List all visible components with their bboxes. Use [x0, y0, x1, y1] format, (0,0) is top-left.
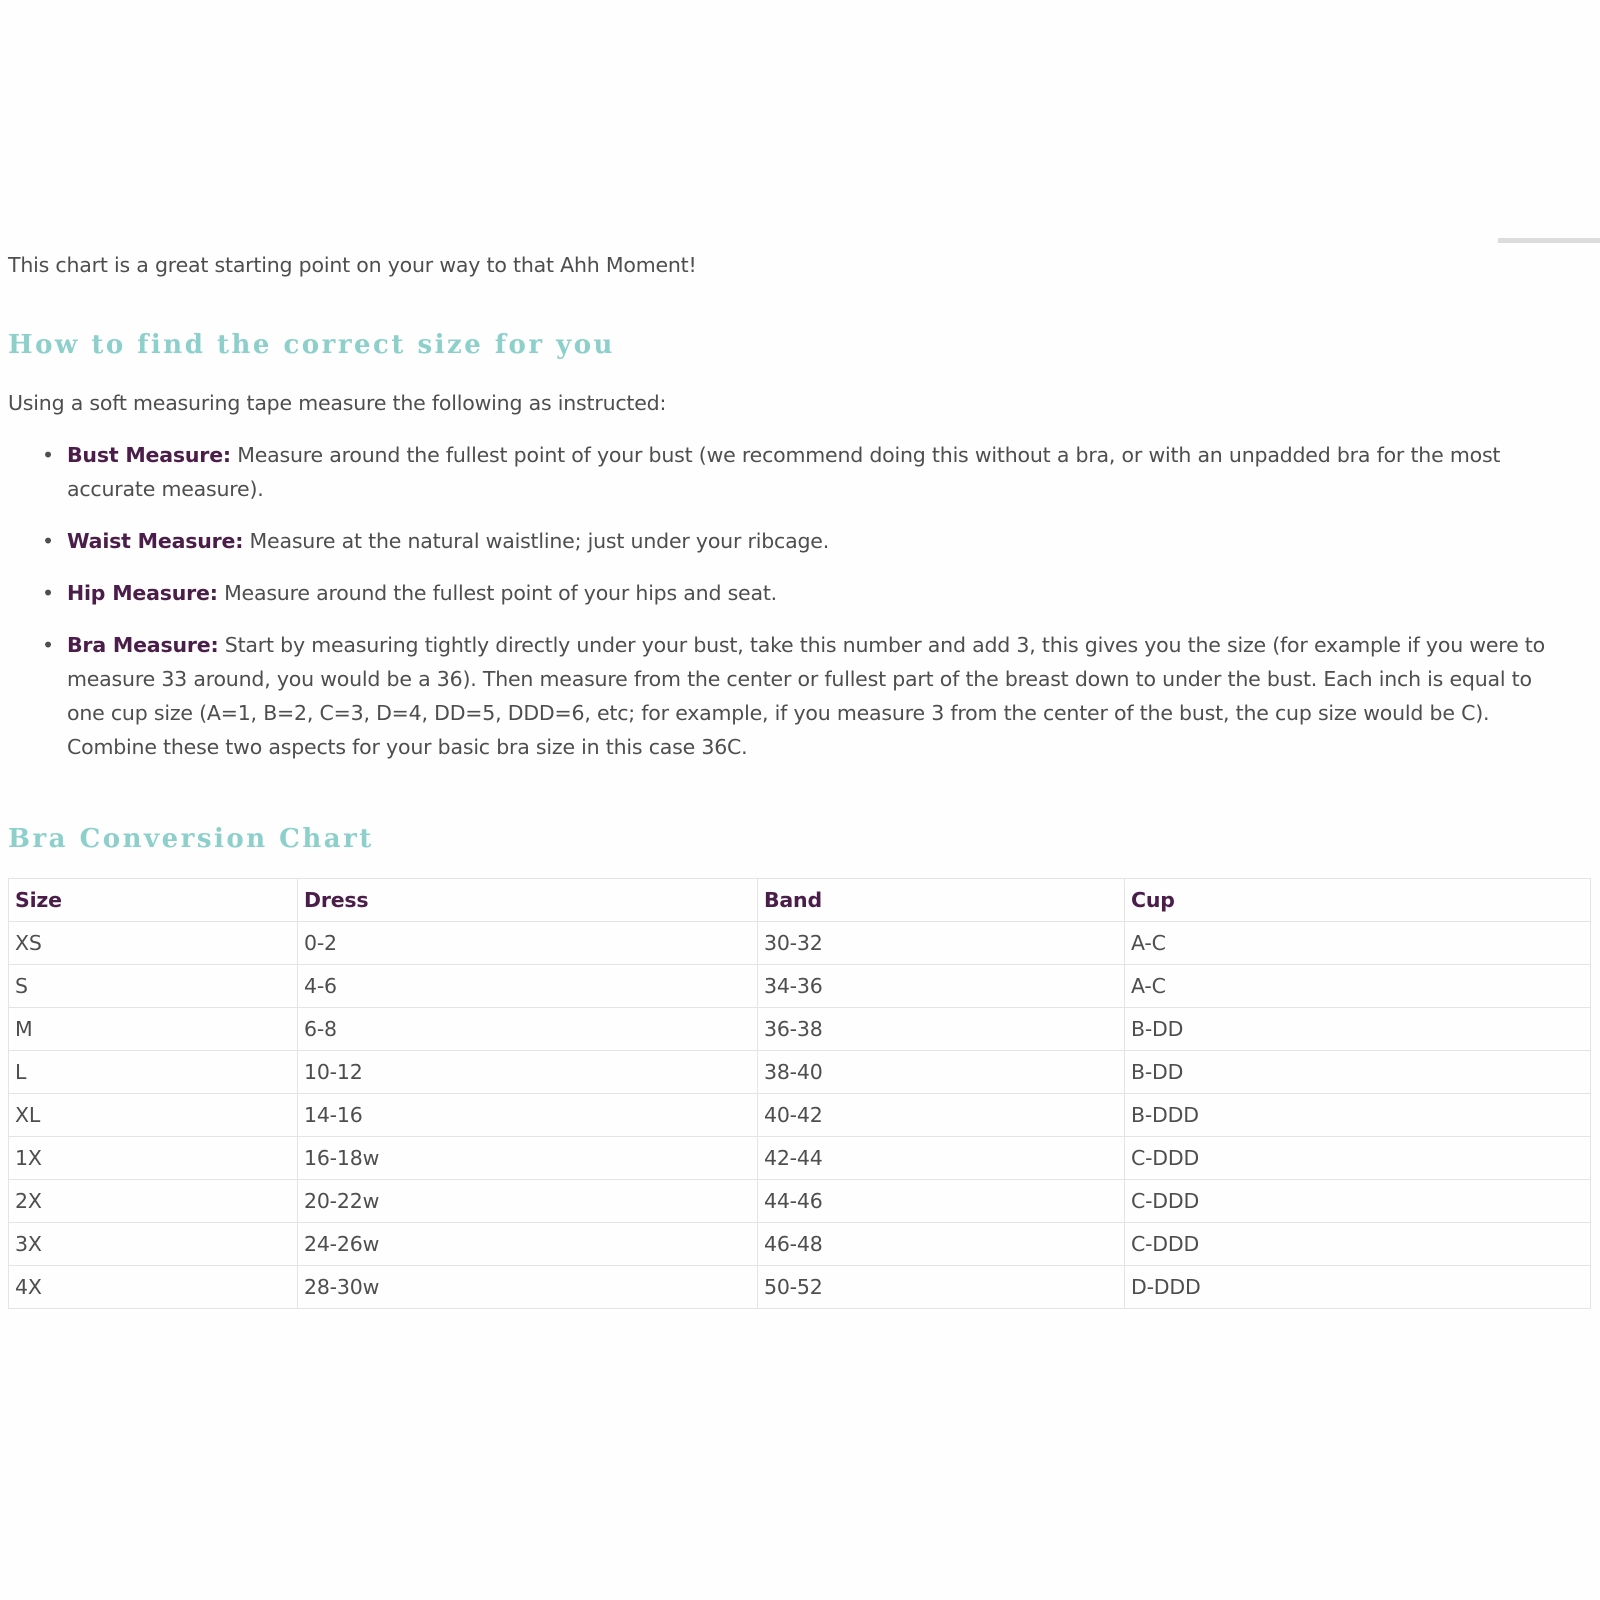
intro-text: This chart is a great starting point on your way to that Ahh Moment! — [8, 253, 697, 277]
table-row — [9, 1266, 1591, 1309]
cell-band: 34-36 — [758, 965, 1125, 1008]
bullet-icon: • — [42, 581, 54, 605]
cell-size: 1X — [9, 1137, 298, 1180]
list-item-bust — [42, 438, 1592, 506]
table-row — [9, 1223, 1591, 1266]
cell-dress: 10-12 — [298, 1051, 758, 1094]
cell-cup: C-DDD — [1125, 1137, 1591, 1180]
cell-band: 36-38 — [758, 1008, 1125, 1051]
bra-conversion-table — [8, 878, 1591, 1309]
term-description: Start by measuring tightly directly under your bust, take this number and add 3, this gives you the size (for example if you were to measure 33 around, you would be a 36). Then measure from the center or fullest part of the breast down to under the bust. Each inch is equal to one cup size (A=1, B=2, C=3, D=4, DD=5, DDD=6, etc; for example, if you measure 3 from the center of the bust, the cup size would be C). Combine these two aspects for your basic bra size in this case 36C. — [67, 633, 1545, 759]
cell-cup: D-DDD — [1125, 1266, 1591, 1309]
table-row — [9, 1094, 1591, 1137]
column-header-size: Size — [9, 879, 298, 922]
cell-size: XL — [9, 1094, 298, 1137]
cell-size: M — [9, 1008, 298, 1051]
cell-dress: 28-30w — [298, 1266, 758, 1309]
size-guide-content — [8, 248, 1592, 1309]
cell-band: 30-32 — [758, 922, 1125, 965]
cell-size: S — [9, 965, 298, 1008]
cell-size: 3X — [9, 1223, 298, 1266]
instruction-text: Using a soft measuring tape measure the following as instructed: — [8, 391, 667, 415]
cell-band: 40-42 — [758, 1094, 1125, 1137]
bullet-icon: • — [42, 633, 54, 657]
cell-cup: A-C — [1125, 965, 1591, 1008]
chart-heading: Bra Conversion Chart — [8, 824, 374, 854]
table-header-row — [9, 879, 1591, 922]
measurement-list — [8, 438, 1592, 764]
term-description: Measure at the natural waistline; just under your ribcage. — [243, 529, 830, 553]
cell-dress: 6-8 — [298, 1008, 758, 1051]
bullet-icon: • — [42, 443, 54, 467]
column-header-cup: Cup — [1125, 879, 1591, 922]
list-item-hip — [42, 576, 1592, 610]
term-description: Measure around the fullest point of your hips and seat. — [217, 581, 777, 605]
table-row — [9, 1137, 1591, 1180]
cell-band: 38-40 — [758, 1051, 1125, 1094]
cell-band: 42-44 — [758, 1137, 1125, 1180]
term-label: Bust Measure: — [67, 443, 231, 467]
cell-dress: 20-22w — [298, 1180, 758, 1223]
cell-cup: A-C — [1125, 922, 1591, 965]
cell-band: 50-52 — [758, 1266, 1125, 1309]
table-row — [9, 1180, 1591, 1223]
cell-cup: B-DDD — [1125, 1094, 1591, 1137]
cell-dress: 24-26w — [298, 1223, 758, 1266]
table-row — [9, 1008, 1591, 1051]
cell-dress: 16-18w — [298, 1137, 758, 1180]
cell-band: 46-48 — [758, 1223, 1125, 1266]
cell-size: 4X — [9, 1266, 298, 1309]
term-label: Hip Measure: — [67, 581, 218, 605]
term-label: Waist Measure: — [67, 529, 244, 553]
term-description: Measure around the fullest point of your bust (we recommend doing this without a bra, or with an unpadded bra for the most accurate measure). — [67, 443, 1501, 501]
how-to-heading: How to find the correct size for you — [8, 330, 615, 360]
table-row — [9, 1051, 1591, 1094]
column-header-band: Band — [758, 879, 1125, 922]
cell-size: XS — [9, 922, 298, 965]
term-label: Bra Measure: — [67, 633, 219, 657]
table-row — [9, 965, 1591, 1008]
column-header-dress: Dress — [298, 879, 758, 922]
table-row — [9, 922, 1591, 965]
scroll-indicator — [1498, 238, 1600, 243]
bullet-icon: • — [42, 529, 54, 553]
cell-cup: B-DD — [1125, 1051, 1591, 1094]
cell-cup: C-DDD — [1125, 1223, 1591, 1266]
cell-dress: 0-2 — [298, 922, 758, 965]
cell-size: 2X — [9, 1180, 298, 1223]
cell-cup: B-DD — [1125, 1008, 1591, 1051]
cell-dress: 14-16 — [298, 1094, 758, 1137]
list-item-bra — [42, 628, 1592, 764]
cell-size: L — [9, 1051, 298, 1094]
cell-dress: 4-6 — [298, 965, 758, 1008]
list-item-waist — [42, 524, 1592, 558]
cell-band: 44-46 — [758, 1180, 1125, 1223]
cell-cup: C-DDD — [1125, 1180, 1591, 1223]
